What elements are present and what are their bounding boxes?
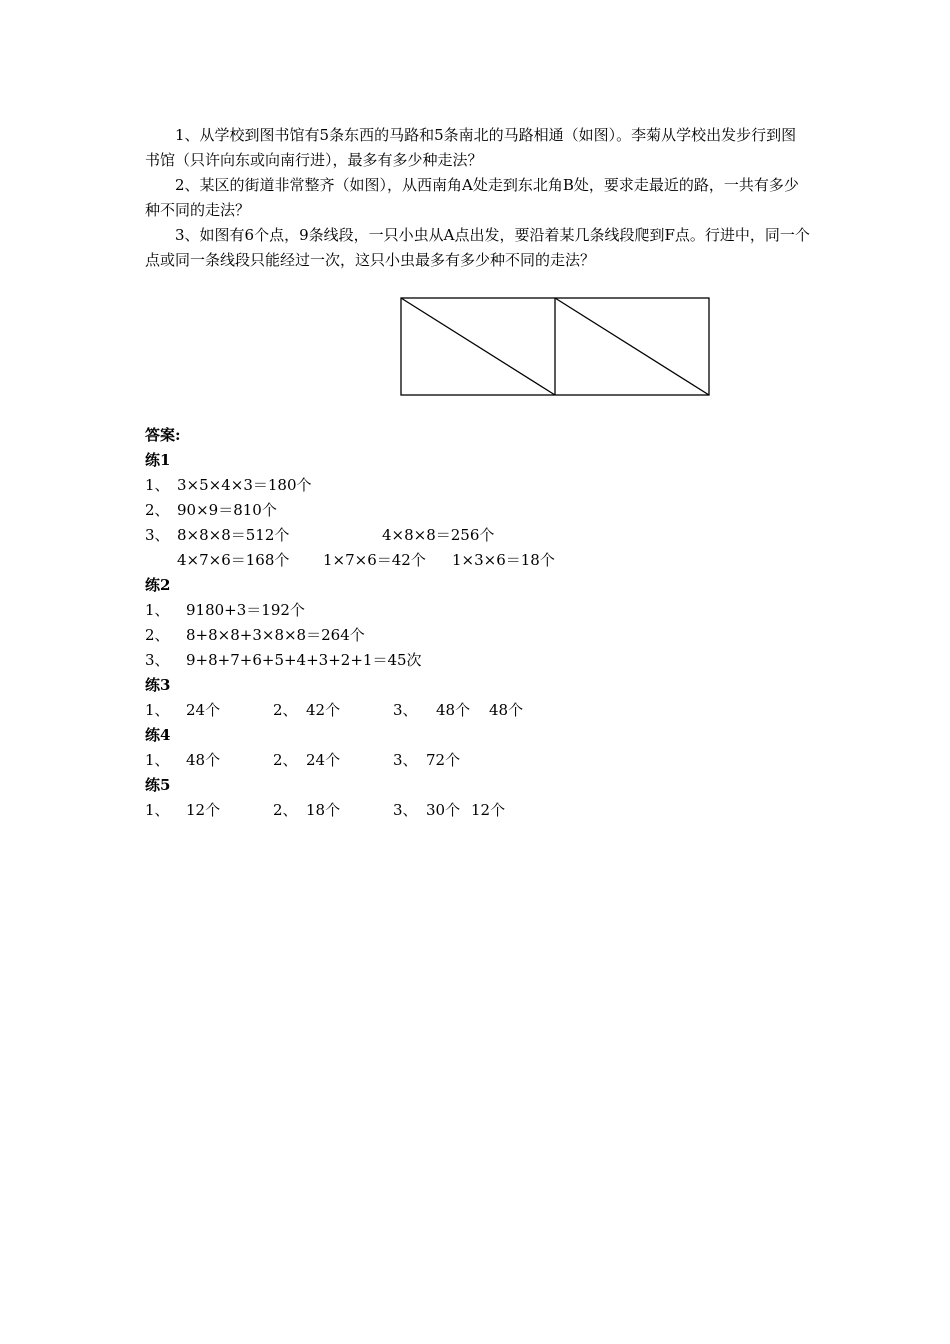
question-2-text: 2、某区的街道非常整齐（如图），从西南角A处走到东北角B处，要求走最近的路，一共有多少种不同的走法？ [145, 176, 799, 219]
answer-number: 2、 [145, 501, 170, 519]
answer-value: 1×7×6＝42个 [323, 551, 426, 569]
answer-number: 1、 [145, 601, 170, 619]
section-title-3: 练3 [145, 676, 171, 694]
section-title-4: 练4 [145, 726, 171, 744]
answer-value: 24个 [186, 701, 221, 719]
answer-value: 8×8×8＝512个 [177, 526, 290, 544]
answer-value: 9180+3＝192个 [186, 601, 305, 619]
answer-number: 1、 [145, 801, 170, 819]
question-3 [145, 223, 810, 273]
question-3-text: 3、如图有6个点，9条线段，一只小虫从A点出发，要沿着某几条线段爬到F点。行进中，同一个点或同一条线段只能经过一次，这只小虫最多有多少种不同的走法？ [145, 226, 810, 269]
answer-number: 1、 [145, 701, 170, 719]
answer-number: 1、 [145, 751, 170, 769]
answer-value: 42个 [306, 701, 341, 719]
answer-number: 3、 [393, 801, 418, 819]
answer-value: 72个 [426, 751, 461, 769]
answer-number: 2、 [145, 626, 170, 644]
answer-value: 9+8+7+6+5+4+3+2+1＝45次 [186, 651, 422, 669]
answer-value: 24个 [306, 751, 341, 769]
answer-value: 18个 [306, 801, 341, 819]
answer-value: 30个 [426, 801, 461, 819]
left-diagonal-line [401, 298, 555, 395]
answer-value: 12个 [186, 801, 221, 819]
question-2 [145, 173, 810, 223]
section-title-2: 练2 [145, 576, 171, 594]
rectangle-diagonal-figure [400, 297, 712, 399]
question-1-text: 1、从学校到图书馆有5条东西的马路和5条南北的马路相通（如图）。李菊从学校出发步行到图书馆（只许向东或向南行进），最多有多少种走法？ [145, 126, 797, 169]
answer-number: 2、 [273, 801, 298, 819]
answers-heading: 答案: [145, 426, 181, 444]
answer-value: 4×8×8＝256个 [382, 526, 495, 544]
answer-number: 3、 [393, 751, 418, 769]
answer-number: 2、 [273, 751, 298, 769]
answer-value: 12个 [471, 801, 506, 819]
section-title-5: 练5 [145, 776, 171, 794]
section-title-1: 练1 [145, 451, 171, 469]
answer-number: 2、 [273, 701, 298, 719]
answer-number: 3、 [145, 651, 170, 669]
answer-value: 48个 [489, 701, 524, 719]
answer-value: 4×7×6＝168个 [177, 551, 290, 569]
answer-value: 90×9＝810个 [177, 501, 277, 519]
answer-value: 8+8×8+3×8×8＝264个 [186, 626, 365, 644]
right-diagonal-line [555, 298, 709, 395]
answer-number: 1、 [145, 476, 170, 494]
answer-value: 1×3×6＝18个 [452, 551, 555, 569]
answer-number: 3、 [393, 701, 418, 719]
answer-value: 3×5×4×3＝180个 [177, 476, 312, 494]
answer-number: 3、 [145, 526, 170, 544]
answer-value: 48个 [186, 751, 221, 769]
answer-value: 48个 [436, 701, 471, 719]
question-1 [145, 123, 810, 173]
